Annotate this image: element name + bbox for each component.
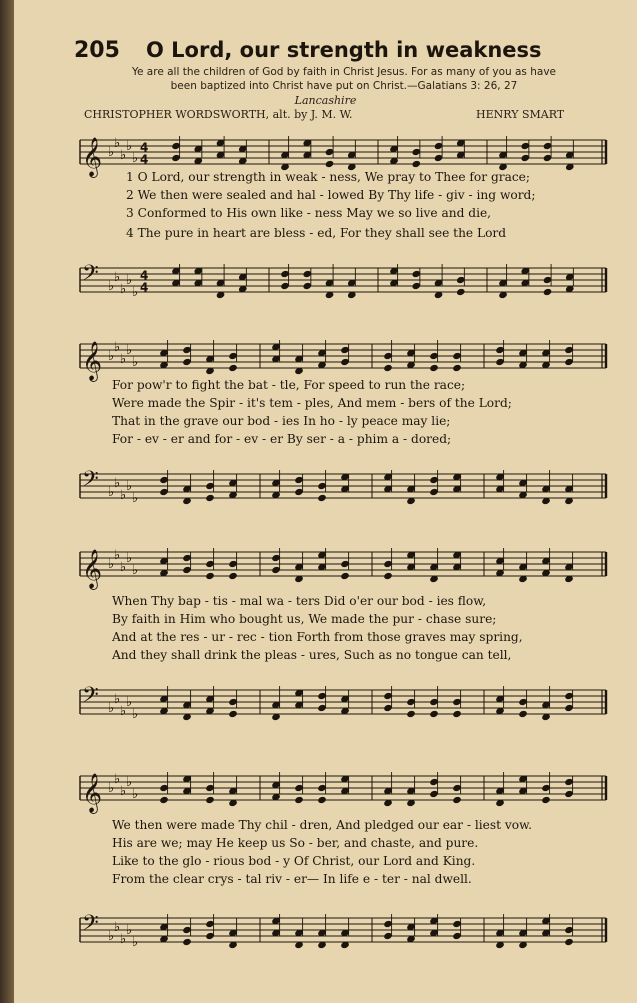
flat-icon: ♭ — [114, 476, 121, 491]
lyric-line-s4-v1: We then were made Thy chil - dren, And pledged our ear - liest vow. — [112, 818, 532, 832]
time-signature-top: 4 — [140, 140, 149, 155]
music-credit: HENRY SMART — [476, 108, 565, 121]
note-head — [543, 288, 553, 296]
hymnal-page — [14, 0, 637, 1003]
flat-icon: ♭ — [114, 772, 121, 787]
time-signature-top: 4 — [140, 268, 149, 283]
note-head — [429, 364, 439, 372]
bass-staff-system-3 — [70, 668, 610, 744]
lyric-line-s1-v3: 3 Conformed to His own like - ness May we so live and die, — [126, 206, 492, 220]
tune-name: Lancashire — [294, 94, 357, 107]
bass-clef-icon: 𝄢 — [82, 467, 99, 497]
note-head — [452, 796, 462, 804]
note-head — [228, 710, 238, 718]
note-head — [383, 364, 393, 372]
note-head — [159, 796, 169, 804]
note-head — [541, 796, 551, 804]
note-head — [383, 572, 393, 580]
flat-icon: ♭ — [108, 279, 115, 294]
note-head — [205, 494, 215, 502]
flat-icon: ♭ — [108, 929, 115, 944]
flat-icon: ♭ — [126, 695, 133, 710]
bass-clef-icon: 𝄢 — [82, 261, 99, 291]
treble-clef-icon: 𝄞 — [82, 773, 103, 813]
flat-icon: ♭ — [120, 488, 127, 503]
bass-staff-system-1 — [70, 246, 610, 316]
flat-icon: ♭ — [114, 270, 121, 285]
flat-icon: ♭ — [126, 551, 133, 566]
flat-icon: ♭ — [132, 563, 139, 578]
book-spine-edge — [0, 0, 14, 1003]
lyric-line-s1-v2: 2 We then were sealed and hal - lowed By Thy life - giv - ing word; — [126, 188, 536, 202]
note-head — [340, 572, 350, 580]
flat-icon: ♭ — [120, 282, 127, 297]
bass-staff-system-2 — [70, 452, 610, 520]
note-head — [228, 364, 238, 372]
flat-icon: ♭ — [126, 139, 133, 154]
flat-icon: ♭ — [132, 491, 139, 506]
flat-icon: ♭ — [132, 355, 139, 370]
flat-icon: ♭ — [126, 343, 133, 358]
flat-icon: ♭ — [114, 692, 121, 707]
flat-icon: ♭ — [126, 923, 133, 938]
flat-icon: ♭ — [120, 560, 127, 575]
note-head — [452, 710, 462, 718]
lyric-line-s2-v4: For - ev - er and for - ev - er By ser - a - phim a - dored; — [112, 432, 452, 446]
treble-clef-icon: 𝄞 — [82, 341, 103, 381]
flat-icon: ♭ — [108, 781, 115, 796]
note-head — [456, 288, 466, 296]
lyric-line-s3-v4: And they shall drink the pleas - ures, Such as no tongue can tell, — [112, 648, 512, 662]
flat-icon: ♭ — [108, 349, 115, 364]
time-signature-bottom: 4 — [140, 152, 149, 167]
flat-icon: ♭ — [132, 707, 139, 722]
flat-icon: ♭ — [114, 340, 121, 355]
flat-icon: ♭ — [126, 273, 133, 288]
treble-staff-system-4 — [70, 754, 610, 824]
bass-staff-system-4 — [70, 896, 610, 962]
flat-icon: ♭ — [108, 145, 115, 160]
lyric-line-s2-v1: For pow'r to fight the bat - tle, For speed to run the race; — [112, 378, 466, 392]
note-head — [228, 572, 238, 580]
note-head — [452, 364, 462, 372]
flat-icon: ♭ — [108, 485, 115, 500]
flat-icon: ♭ — [126, 775, 133, 790]
scripture-epigraph-line2: been baptized into Christ have put on Christ.—Galatians 3: 26, 27 — [170, 80, 518, 92]
flat-icon: ♭ — [114, 920, 121, 935]
note-head — [518, 710, 528, 718]
flat-icon: ♭ — [132, 787, 139, 802]
flat-icon: ♭ — [132, 935, 139, 950]
words-credit: CHRISTOPHER WORDSWORTH, alt. by J. M. W. — [84, 108, 353, 121]
lyric-line-s4-v3: Like to the glo - rious bod - y Of Christ, our Lord and King. — [112, 854, 476, 868]
flat-icon: ♭ — [132, 285, 139, 300]
scripture-epigraph-line1: Ye are all the children of God by faith in Christ Jesus. For as many of you as have — [131, 66, 556, 78]
lyric-line-s1-v4: 4 The pure in heart are bless - ed, For they shall see the Lord — [126, 226, 507, 240]
bass-clef-icon: 𝄢 — [82, 683, 99, 713]
flat-icon: ♭ — [120, 148, 127, 163]
flat-icon: ♭ — [132, 151, 139, 166]
note-head — [411, 160, 421, 168]
flat-icon: ♭ — [114, 136, 121, 151]
flat-icon: ♭ — [120, 352, 127, 367]
flat-icon: ♭ — [120, 784, 127, 799]
flat-icon: ♭ — [108, 701, 115, 716]
treble-staff-system-3 — [70, 530, 610, 600]
note-head — [317, 796, 327, 804]
lyric-line-s3-v1: When Thy bap - tis - mal wa - ters Did o'er our bod - ies flow, — [112, 594, 487, 608]
flat-icon: ♭ — [108, 557, 115, 572]
bass-clef-icon: 𝄢 — [82, 911, 99, 941]
treble-clef-icon: 𝄞 — [82, 549, 103, 589]
flat-icon: ♭ — [120, 932, 127, 947]
note-head — [406, 710, 416, 718]
note-head — [317, 494, 327, 502]
flat-icon: ♭ — [114, 548, 121, 563]
note-head — [564, 938, 574, 946]
lyric-line-s2-v3: That in the grave our bod - ies In ho - ly peace may lie; — [112, 414, 451, 428]
lyric-line-s4-v2: His are we; may He keep us So - ber, and chaste, and pure. — [112, 836, 479, 850]
lyric-line-s3-v3: And at the res - ur - rec - tion Forth from those graves may spring, — [112, 630, 523, 644]
hymn-number: 205 — [74, 38, 120, 63]
hymn-title: O Lord, our strength in weakness — [146, 38, 542, 62]
lyric-line-s2-v2: Were made the Spir - it's tem - ples, And mem - bers of the Lord; — [112, 396, 512, 410]
note-head — [205, 572, 215, 580]
time-signature-bottom: 4 — [140, 280, 149, 295]
lyric-line-s3-v2: By faith in Him who bought us, We made the pur - chase sure; — [112, 612, 497, 626]
note-head — [205, 796, 215, 804]
note-head — [294, 796, 304, 804]
note-head — [182, 938, 192, 946]
lyric-line-s1-v1: 1 O Lord, our strength in weak - ness, We pray to Thee for grace; — [126, 170, 530, 184]
lyric-line-s4-v4: From the clear crys - tal riv - er— In life e - ter - nal dwell. — [112, 872, 472, 886]
flat-icon: ♭ — [120, 704, 127, 719]
note-head — [429, 710, 439, 718]
note-head — [325, 160, 335, 168]
treble-clef-icon: 𝄞 — [82, 137, 103, 177]
flat-icon: ♭ — [126, 479, 133, 494]
